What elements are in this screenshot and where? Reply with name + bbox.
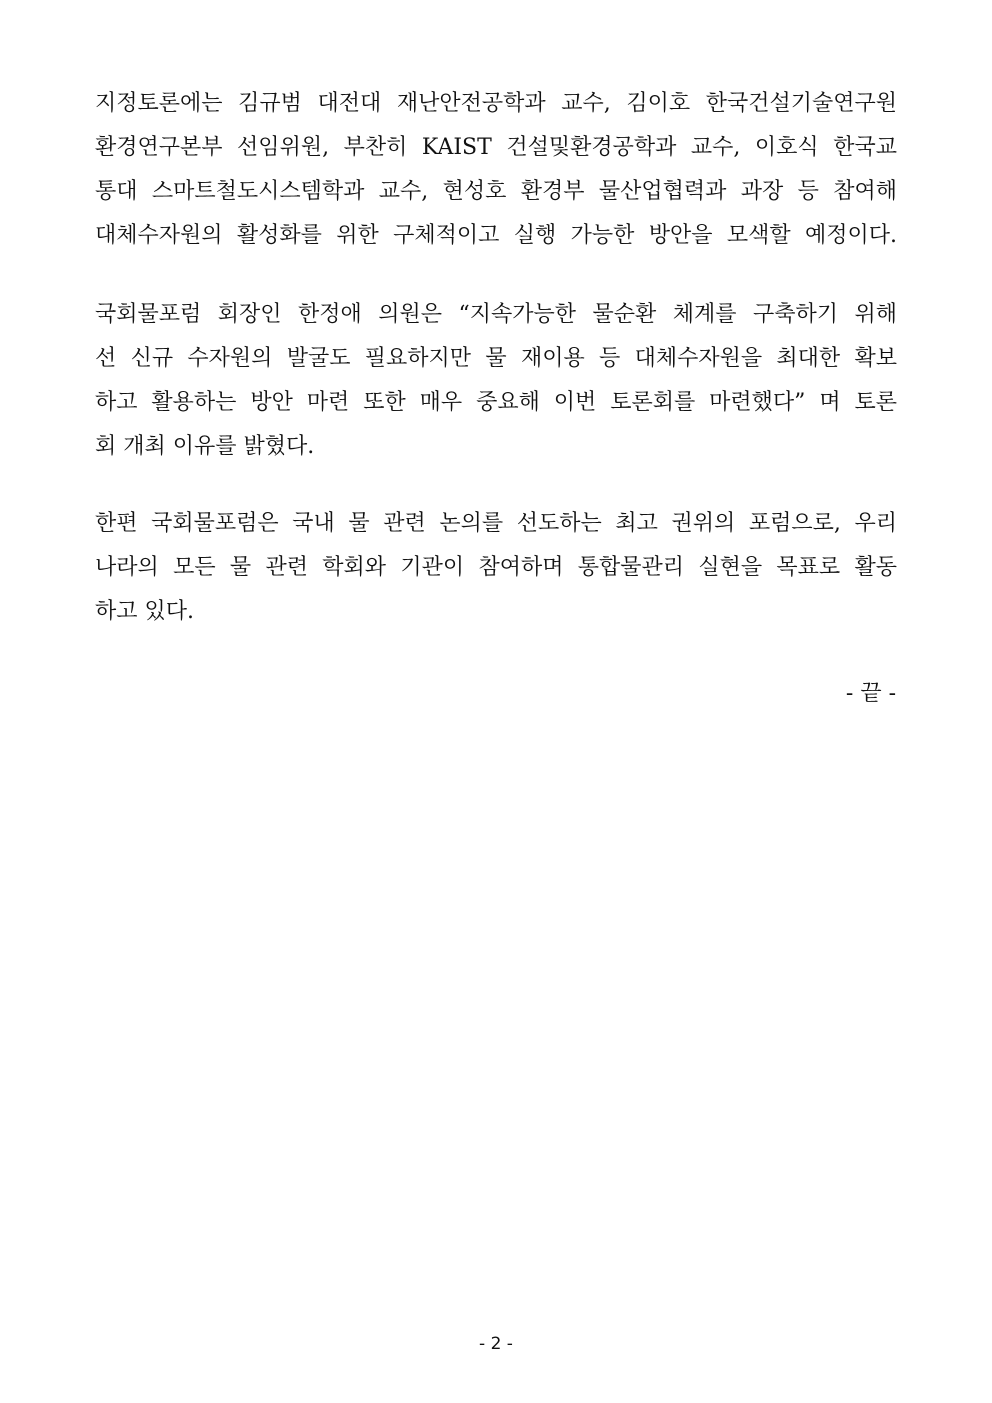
end-mark: - 끝 - bbox=[845, 681, 896, 706]
paragraph-line: 선 신규 수자원의 발굴도 필요하지만 물 재이용 등 대체수자원을 최대한 확보 bbox=[95, 346, 897, 371]
paragraph-line: 한편 국회물포럼은 국내 물 관련 논의를 선도하는 최고 권위의 포럼으로, 우리 bbox=[95, 511, 897, 536]
paragraph-line: 하고 있다. bbox=[95, 599, 194, 624]
paragraph-line: 통대 스마트철도시스템학과 교수, 현성호 환경부 물산업협력과 과장 등 참여해 bbox=[95, 179, 897, 204]
paragraph-line: 하고 활용하는 방안 마련 또한 매우 중요해 이번 토론회를 마련했다” 며 토론 bbox=[95, 390, 897, 415]
paragraph-chair-quote bbox=[95, 293, 897, 469]
paragraph-discussants bbox=[95, 82, 897, 258]
paragraph-line: 나라의 모든 물 관련 학회와 기관이 참여하며 통합물관리 실현을 목표로 활동 bbox=[95, 555, 897, 580]
paragraph-line: 회 개최 이유를 밝혔다. bbox=[95, 434, 315, 459]
paragraph-line: 환경연구본부 선임위원, 부찬히 KAIST 건설및환경공학과 교수, 이호식 한국교 bbox=[95, 135, 897, 160]
page-number: - 2 - bbox=[479, 1334, 513, 1354]
paragraph-line: 대체수자원의 활성화를 위한 구체적이고 실행 가능한 방안을 모색할 예정이다. bbox=[95, 223, 897, 248]
paragraph-line: 국회물포럼 회장인 한정애 의원은 “지속가능한 물순환 체계를 구축하기 위해 bbox=[95, 302, 897, 327]
paragraph-forum-description bbox=[95, 502, 897, 634]
paragraph-line: 지정토론에는 김규범 대전대 재난안전공학과 교수, 김이호 한국건설기술연구원 bbox=[95, 91, 897, 116]
